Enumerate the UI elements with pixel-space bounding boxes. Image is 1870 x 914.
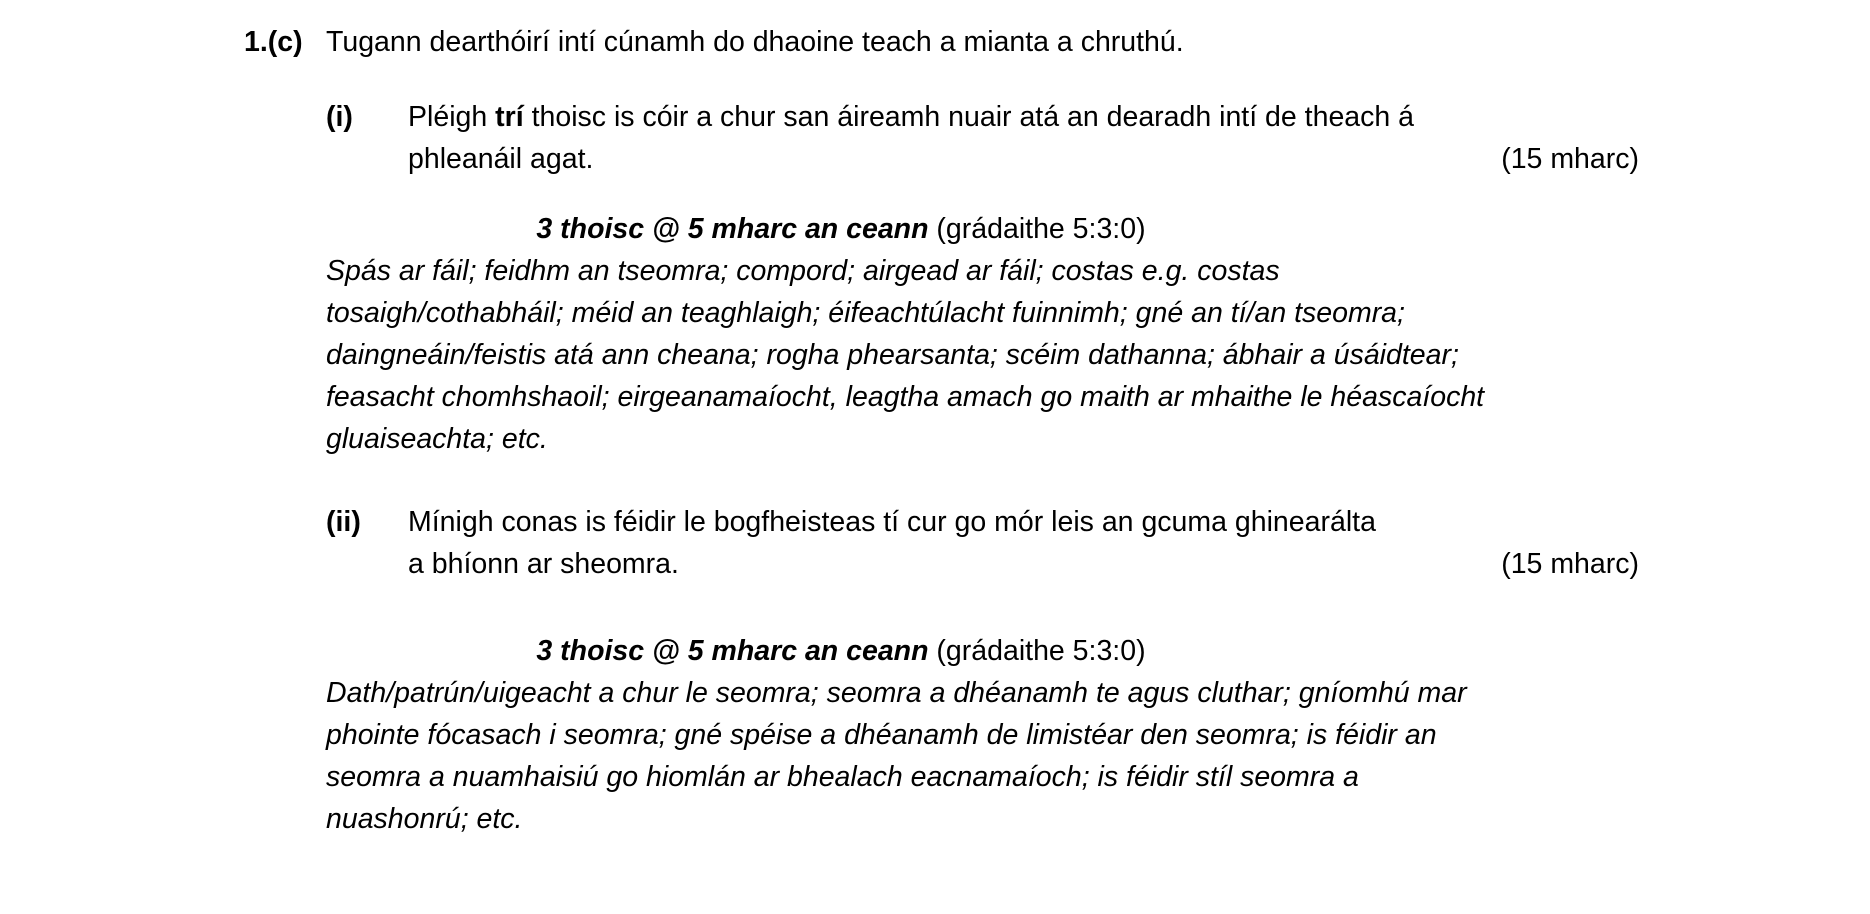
- part-ii-answer-line: Dath/patrún/uigeacht a chur le seomra; seomra a dhéanamh te agus cluthar; gníomhú mar: [326, 677, 1467, 709]
- part-ii-label: (ii): [326, 506, 361, 538]
- part-ii-question: [408, 501, 1638, 585]
- part-i-answer-line: tosaigh/cothabháil; méid an teaghlaigh; éifeachtúlacht fuinnimh; gné an tí/an tseomra;: [326, 297, 1405, 329]
- part-ii-grading: (grádaithe 5:3:0): [928, 635, 1146, 667]
- question-stem: Tugann dearthóirí intí cúnamh do dhaoine teach a mianta a chruthú.: [326, 26, 1184, 58]
- part-ii-marking-scheme: 3 thoisc @ 5 mharc an ceann: [536, 635, 929, 667]
- part-i-marks: (15 mharc): [1501, 143, 1639, 175]
- part-ii-marking-header: [326, 630, 1356, 672]
- question-number: 1.(c): [244, 26, 303, 58]
- part-i-label: (i): [326, 101, 353, 133]
- part-ii-question-line2: a bhíonn ar sheomra.: [408, 548, 679, 580]
- part-i-marking-header: [326, 208, 1356, 250]
- part-i-grading: (grádaithe 5:3:0): [928, 213, 1146, 245]
- part-i-marking-scheme: 3 thoisc @ 5 mharc an ceann: [536, 213, 929, 245]
- part-ii-marks: (15 mharc): [1501, 548, 1639, 580]
- part-i-answer-line: gluaiseachta; etc.: [326, 423, 548, 455]
- part-ii-question-line1: Mínigh conas is féidir le bogfheisteas tí cur go mór leis an gcuma ghinearálta: [408, 506, 1376, 538]
- part-ii-answer-line: nuashonrú; etc.: [326, 803, 523, 835]
- part-i-answer: [326, 250, 1646, 460]
- part-i-question-line1: [408, 96, 1638, 138]
- part-i-text-after: thoisc is cóir a chur san áireamh nuair atá an dearadh intí de theach á: [523, 101, 1415, 133]
- part-ii-answer: [326, 672, 1646, 840]
- part-i-question-line2: phleanáil agat.: [408, 143, 594, 175]
- part-i-answer-line: Spás ar fáil; feidhm an tseomra; compord; airgead ar fáil; costas e.g. costas: [326, 255, 1280, 287]
- part-i-answer-line: daingneáin/feistis atá ann cheana; rogha phearsanta; scéim dathanna; ábhair a úsáidtear;: [326, 339, 1459, 371]
- part-i-answer-line: feasacht chomhshaoil; eirgeanamaíocht, leagtha amach go maith ar mhaithe le héascaíocht: [326, 381, 1485, 413]
- part-ii-answer-line: phointe fócasach i seomra; gné spéise a dhéanamh de limistéar den seomra; is féidir an: [326, 719, 1437, 751]
- part-ii-answer-line: seomra a nuamhaisiú go hiomlán ar bhealach eacnamaíoch; is féidir stíl seomra a: [326, 761, 1359, 793]
- part-i-text-before: Pléigh: [408, 101, 496, 133]
- part-i-question: [408, 96, 1638, 180]
- part-i-text-bold: trí: [495, 101, 524, 133]
